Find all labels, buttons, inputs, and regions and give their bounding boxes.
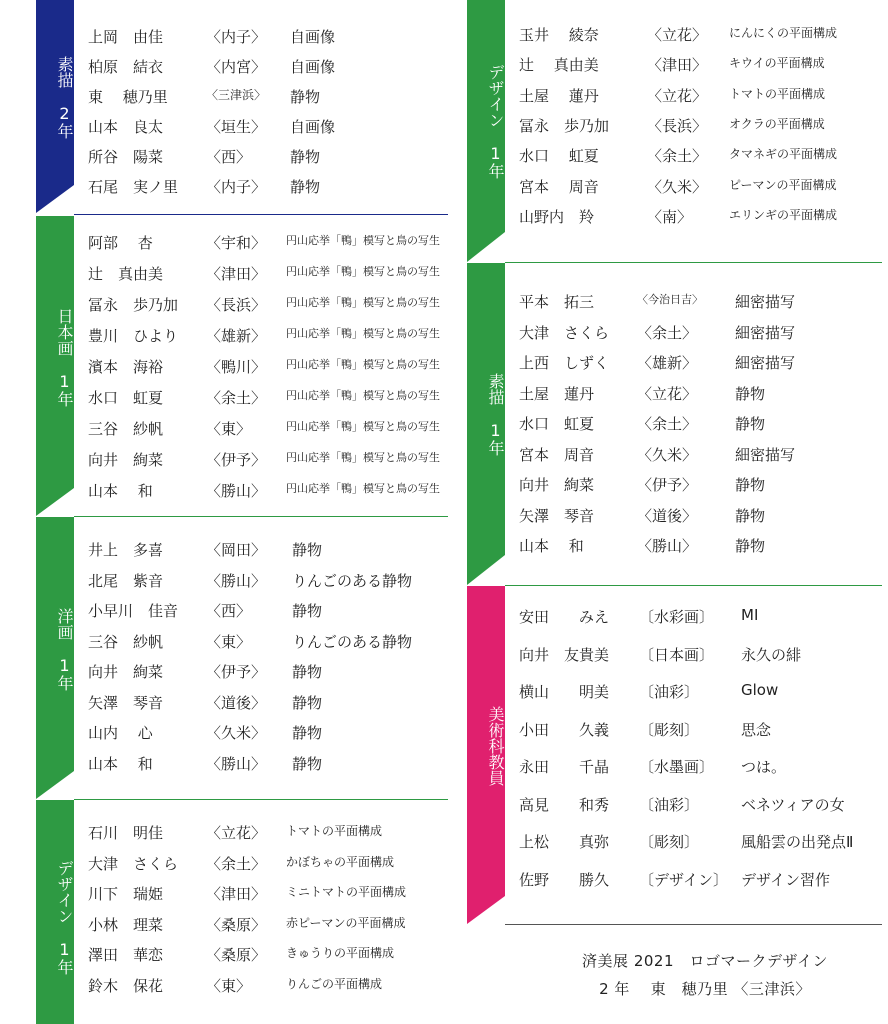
- entry-school: 〈勝山〉: [637, 537, 698, 555]
- section-sobyo-1nen: [467, 263, 882, 585]
- list-item: [519, 681, 881, 711]
- entry-name: 山本 和: [88, 482, 153, 500]
- list-item: [88, 600, 448, 630]
- entry-school: 〈内子〉: [206, 28, 267, 46]
- entry-work: 円山応挙「鴨」模写と鳥の写生: [286, 296, 440, 309]
- entry-name: 向井 絢菜: [519, 476, 595, 494]
- list-item: [519, 606, 881, 636]
- entry-name: 辻 真由美: [519, 56, 599, 75]
- entry-name: 平本 拓三: [519, 293, 595, 311]
- entry-school: 〈東〉: [206, 632, 252, 651]
- entry-name: 三谷 紗帆: [88, 420, 164, 438]
- list-item: [519, 322, 881, 352]
- entry-work: りんごのある静物: [292, 571, 413, 590]
- list-item: [519, 794, 881, 824]
- entry-name: 山本 和: [88, 754, 153, 773]
- entry-name: 鈴木 保花: [88, 976, 164, 995]
- section-design-1nen-b: [467, 0, 882, 262]
- footer-logo-credit: [540, 950, 870, 999]
- list-item: [519, 383, 881, 413]
- entry-work: 円山応挙「鴨」模写と鳥の写生: [286, 451, 440, 464]
- entry-work: 自画像: [290, 28, 336, 46]
- entry-work: かぼちゃの平面構成: [286, 854, 395, 869]
- list-item: [88, 116, 448, 146]
- list-item: [519, 115, 881, 145]
- list-item: [519, 413, 881, 443]
- entry-school: 〔デザイン〕: [639, 870, 728, 889]
- entry-name: 上松 真弥: [519, 833, 610, 851]
- section-tab: [467, 263, 505, 555]
- entry-school: 〈桑原〉: [206, 915, 267, 934]
- entry-school: 〈鴨川〉: [206, 358, 267, 376]
- entry-name: 井上 多喜: [88, 541, 164, 559]
- section-tab: [36, 517, 74, 771]
- entry-school: 〈内子〉: [206, 178, 267, 196]
- entry-work: MI: [741, 606, 759, 624]
- entry-school: 〈余土〉: [637, 415, 698, 433]
- section-yoga-1nen: [36, 517, 448, 799]
- entry-work: きゅうりの平面構成: [286, 946, 395, 960]
- list-item: [519, 535, 881, 565]
- list-item: [88, 56, 448, 86]
- footer-line-2: 2 年 東 穂乃里 〈三津浜〉: [599, 980, 811, 998]
- entry-school: 〈勝山〉: [206, 571, 267, 590]
- entry-work: 静物: [292, 602, 323, 620]
- tab-label-bottom: 2年: [55, 104, 74, 139]
- entry-school: 〈内宮〉: [206, 58, 267, 76]
- entry-work: 円山応挙「鴨」模写と鳥の写生: [286, 420, 440, 433]
- list-item: [519, 444, 881, 474]
- entry-work: 静物: [735, 384, 766, 403]
- entry-work: 思念: [741, 720, 772, 739]
- section-rule: [74, 214, 448, 215]
- entry-school: 〔日本画〕: [639, 645, 715, 664]
- tab-label-top: デザイン: [55, 859, 74, 924]
- list-item: [519, 54, 881, 84]
- entry-school: 〈道後〉: [637, 506, 698, 525]
- entry-work: 静物: [292, 541, 323, 559]
- list-item: [519, 176, 881, 206]
- list-item: [88, 480, 460, 510]
- entry-name: 土屋 蓮丹: [519, 86, 599, 105]
- list-item: [519, 291, 881, 321]
- section-tab: [36, 216, 74, 488]
- entry-work: 静物: [735, 415, 766, 433]
- entry-work: 静物: [292, 754, 323, 773]
- entry-name: 矢澤 琴音: [88, 693, 164, 712]
- entry-name: 安田 みえ: [519, 608, 610, 626]
- entry-school: 〔彫刻〕: [639, 720, 700, 739]
- entry-school: 〈南〉: [647, 207, 693, 226]
- list-item: [88, 325, 460, 355]
- list-item: [88, 722, 448, 752]
- entry-work: 静物: [735, 476, 766, 494]
- entry-work: オクラの平面構成: [729, 116, 825, 131]
- entry-school: 〈伊予〉: [206, 451, 267, 469]
- entry-work: ピーマンの平面構成: [729, 177, 837, 192]
- list-item: [88, 822, 448, 852]
- entry-name: 上岡 由佳: [88, 28, 164, 46]
- entry-school: 〈長浜〉: [206, 296, 267, 314]
- entry-name: 上西 しずく: [519, 354, 610, 372]
- list-item: [88, 631, 448, 661]
- list-item: [519, 831, 881, 861]
- entry-school: 〈道後〉: [206, 693, 267, 712]
- entry-name: 柏原 結衣: [88, 58, 164, 76]
- entry-school: 〈津田〉: [647, 56, 708, 75]
- entry-school: 〈三津浜〉: [206, 88, 267, 102]
- list-item: [519, 505, 881, 535]
- entry-name: 濱本 海裕: [88, 358, 164, 376]
- list-item: [88, 232, 460, 262]
- section-tab: [36, 0, 74, 185]
- entry-name: 佐野 勝久: [519, 870, 610, 889]
- entry-work: 静物: [292, 724, 323, 742]
- entry-school: 〈余土〉: [637, 323, 698, 342]
- tab-fold: [467, 896, 505, 924]
- entry-school: 〈津田〉: [206, 885, 267, 903]
- list-item: [88, 294, 460, 324]
- list-item: [88, 975, 448, 1005]
- list-item: [519, 24, 881, 54]
- entry-name: 水口 虹夏: [519, 415, 595, 433]
- entry-school: 〈勝山〉: [206, 482, 267, 500]
- list-item: [519, 352, 881, 382]
- tab-label-bottom: 1年: [486, 420, 505, 456]
- section-tab: [467, 0, 505, 232]
- tab-label-bottom: 1年: [55, 371, 74, 407]
- entry-name: 冨永 歩乃加: [519, 116, 610, 135]
- list-item: [519, 474, 881, 504]
- entry-name: 石川 明佳: [88, 824, 164, 842]
- entry-name: 小林 理菜: [88, 915, 164, 934]
- entry-work: にんにくの平面構成: [729, 26, 838, 40]
- list-item: [88, 914, 448, 944]
- entry-school: 〈余土〉: [206, 389, 267, 407]
- entry-school: 〈宇和〉: [206, 234, 267, 252]
- entry-school: 〔油彩〕: [639, 683, 700, 701]
- entry-school: 〔油彩〕: [639, 795, 700, 814]
- list-item: [88, 176, 448, 206]
- entry-name: 宮本 周音: [519, 445, 595, 464]
- tab-label-top: デザイン: [486, 63, 505, 128]
- entry-work: 細密描写: [735, 293, 796, 311]
- entry-work: 静物: [292, 663, 323, 681]
- tab-label-top: 素描: [55, 56, 74, 88]
- footer-line-1: 済美展 2021 ロゴマークデザイン: [582, 952, 828, 970]
- tab-label-top: 日本画: [55, 307, 74, 356]
- entry-school: 〈西〉: [206, 602, 252, 620]
- section-design-1nen-a: [36, 800, 448, 1024]
- entry-school: 〈岡田〉: [206, 541, 267, 559]
- entry-work: キウイの平面構成: [729, 56, 825, 71]
- entry-school: 〈東〉: [206, 420, 252, 438]
- entry-work: 風船雲の出発点Ⅱ: [741, 833, 854, 851]
- entry-work: りんごのある静物: [292, 632, 413, 651]
- tab-label-bottom: 1年: [55, 939, 74, 975]
- entry-work: 静物: [290, 148, 321, 166]
- entry-school: 〈立花〉: [647, 26, 708, 44]
- entry-school: 〈東〉: [206, 976, 252, 995]
- list-item: [519, 756, 881, 786]
- entry-name: 辻 真由美: [88, 265, 164, 283]
- entry-work: 静物: [735, 537, 766, 555]
- entry-school: 〔彫刻〕: [639, 833, 700, 851]
- entry-school: 〈西〉: [206, 148, 252, 166]
- list-item: [88, 570, 448, 600]
- entry-work: りんごの平面構成: [286, 976, 383, 991]
- entry-school: 〈久米〉: [206, 724, 267, 742]
- tab-fold: [467, 555, 505, 585]
- section-rule: [505, 924, 882, 925]
- tab-label-top: 素描: [486, 372, 505, 405]
- entry-name: 川下 瑞姫: [88, 885, 164, 903]
- entry-name: 山本 和: [519, 537, 584, 555]
- entry-name: 横山 明美: [519, 683, 610, 701]
- entry-work: エリンギの平面構成: [729, 207, 838, 222]
- entry-name: 水口 虹夏: [88, 389, 164, 407]
- entry-school: 〈伊予〉: [206, 663, 267, 681]
- entry-work: 円山応挙「鴨」模写と鳥の写生: [286, 389, 440, 402]
- tab-label-top: 洋画: [55, 607, 74, 640]
- entry-work: 細密描写: [735, 323, 796, 342]
- entry-school: 〈久米〉: [637, 445, 698, 464]
- list-item: [88, 539, 448, 569]
- entry-work: 赤ピーマンの平面構成: [286, 915, 406, 930]
- tab-fold: [36, 185, 74, 213]
- entry-name: 土屋 蓮丹: [519, 384, 595, 403]
- entry-name: 三谷 紗帆: [88, 632, 164, 651]
- entry-school: 〈伊予〉: [637, 476, 698, 494]
- entry-work: デザイン習作: [741, 870, 830, 889]
- entry-work: トマトの平面構成: [729, 86, 826, 101]
- list-item: [88, 944, 448, 974]
- entry-name: 山野内 羚: [519, 207, 595, 226]
- entry-work: 細密描写: [735, 445, 796, 464]
- list-item: [88, 263, 460, 293]
- entry-school: 〈長浜〉: [647, 116, 708, 135]
- entry-school: 〈雄新〉: [206, 327, 267, 345]
- entry-name: 山本 良太: [88, 118, 164, 136]
- entry-school: 〈余土〉: [647, 147, 708, 166]
- entry-work: Glow: [741, 681, 779, 699]
- entry-name: 大津 さくら: [88, 854, 179, 873]
- tab-label: 美術科教員: [486, 706, 505, 786]
- list-item: [88, 356, 460, 386]
- entry-work: ミニトマトの平面構成: [286, 885, 407, 899]
- entry-work: 細密描写: [735, 354, 796, 372]
- entry-school: 〔水彩画〕: [639, 608, 715, 626]
- entry-work: 永久の緋: [741, 645, 802, 664]
- entry-work: ベネツィアの女: [741, 795, 845, 814]
- list-item: [519, 869, 881, 899]
- entry-school: 〈余土〉: [206, 854, 267, 873]
- entry-name: 豊川 ひより: [88, 327, 179, 345]
- tab-label-bottom: 1年: [55, 655, 74, 691]
- tab-fold: [36, 488, 74, 516]
- entry-work: 自画像: [290, 58, 336, 76]
- entry-name: 高見 和秀: [519, 795, 610, 814]
- entry-school: 〔水墨画〕: [639, 758, 715, 776]
- entry-school: 〈今治日吉〉: [637, 293, 703, 306]
- section-sobyo-2nen: [36, 0, 448, 215]
- list-item: [88, 418, 460, 448]
- entry-name: 永田 千晶: [519, 758, 610, 776]
- entry-work: タマネギの平面構成: [729, 147, 838, 162]
- entry-school: 〈勝山〉: [206, 754, 267, 773]
- entry-name: 大津 さくら: [519, 323, 610, 342]
- entry-work: 円山応挙「鴨」模写と鳥の写生: [286, 482, 440, 495]
- list-item: [519, 145, 881, 175]
- section-teachers: [467, 586, 882, 924]
- list-item: [519, 206, 881, 236]
- list-item: [88, 692, 448, 722]
- entry-name: 北尾 紫音: [88, 571, 164, 590]
- entry-name: 矢澤 琴音: [519, 506, 595, 525]
- entry-school: 〈雄新〉: [637, 354, 698, 372]
- section-nihonga-1nen: [36, 216, 448, 516]
- entry-work: つは。: [741, 758, 787, 776]
- entry-name: 冨永 歩乃加: [88, 296, 179, 314]
- list-item: [519, 644, 881, 674]
- entry-name: 玉井 綾奈: [519, 26, 599, 44]
- entry-school: 〈立花〉: [647, 86, 708, 105]
- list-item: [88, 387, 460, 417]
- entry-school: 〈垣生〉: [206, 118, 267, 136]
- entry-name: 石尾 実ノ里: [88, 178, 179, 196]
- list-item: [88, 661, 448, 691]
- entry-name: 山内 心: [88, 724, 153, 742]
- entry-work: 静物: [290, 88, 321, 106]
- list-item: [88, 883, 448, 913]
- tab-label-bottom: 1年: [486, 143, 505, 179]
- entry-work: 静物: [735, 506, 766, 525]
- entry-name: 宮本 周音: [519, 177, 599, 196]
- entry-work: 静物: [290, 178, 321, 196]
- entry-work: 円山応挙「鴨」模写と鳥の写生: [286, 265, 440, 278]
- entry-work: トマトの平面構成: [286, 824, 383, 838]
- entry-school: 〈津田〉: [206, 265, 267, 283]
- list-item: [519, 85, 881, 115]
- entry-name: 小早川 佳音: [88, 602, 179, 620]
- entry-school: 〈桑原〉: [206, 946, 267, 964]
- entry-name: 水口 虹夏: [519, 147, 599, 166]
- list-item: [88, 86, 448, 116]
- entry-work: 円山応挙「鴨」模写と鳥の写生: [286, 327, 440, 340]
- list-item: [88, 146, 448, 176]
- section-tab: [36, 800, 74, 1024]
- entry-name: 阿部 杏: [88, 234, 153, 252]
- entry-name: 向井 絢菜: [88, 663, 164, 681]
- list-item: [88, 449, 460, 479]
- entry-work: 静物: [292, 693, 323, 712]
- list-item: [88, 753, 448, 783]
- entry-name: 東 穂乃里: [88, 88, 168, 106]
- entry-school: 〈立花〉: [206, 824, 267, 842]
- section-tab: [467, 586, 505, 896]
- entry-name: 所谷 陽菜: [88, 148, 164, 166]
- list-item: [88, 26, 448, 56]
- entry-name: 澤田 華恋: [88, 946, 164, 964]
- list-item: [519, 719, 881, 749]
- entry-work: 円山応挙「鴨」模写と鳥の写生: [286, 234, 440, 247]
- tab-fold: [467, 232, 505, 262]
- entry-work: 自画像: [290, 118, 336, 136]
- list-item: [88, 853, 448, 883]
- tab-fold: [36, 771, 74, 799]
- entry-school: 〈久米〉: [647, 177, 708, 196]
- entry-school: 〈立花〉: [637, 384, 698, 403]
- entry-work: 円山応挙「鴨」模写と鳥の写生: [286, 358, 440, 371]
- entry-name: 向井 絢菜: [88, 451, 164, 469]
- entry-name: 向井 友貴美: [519, 645, 610, 664]
- entry-name: 小田 久義: [519, 720, 610, 739]
